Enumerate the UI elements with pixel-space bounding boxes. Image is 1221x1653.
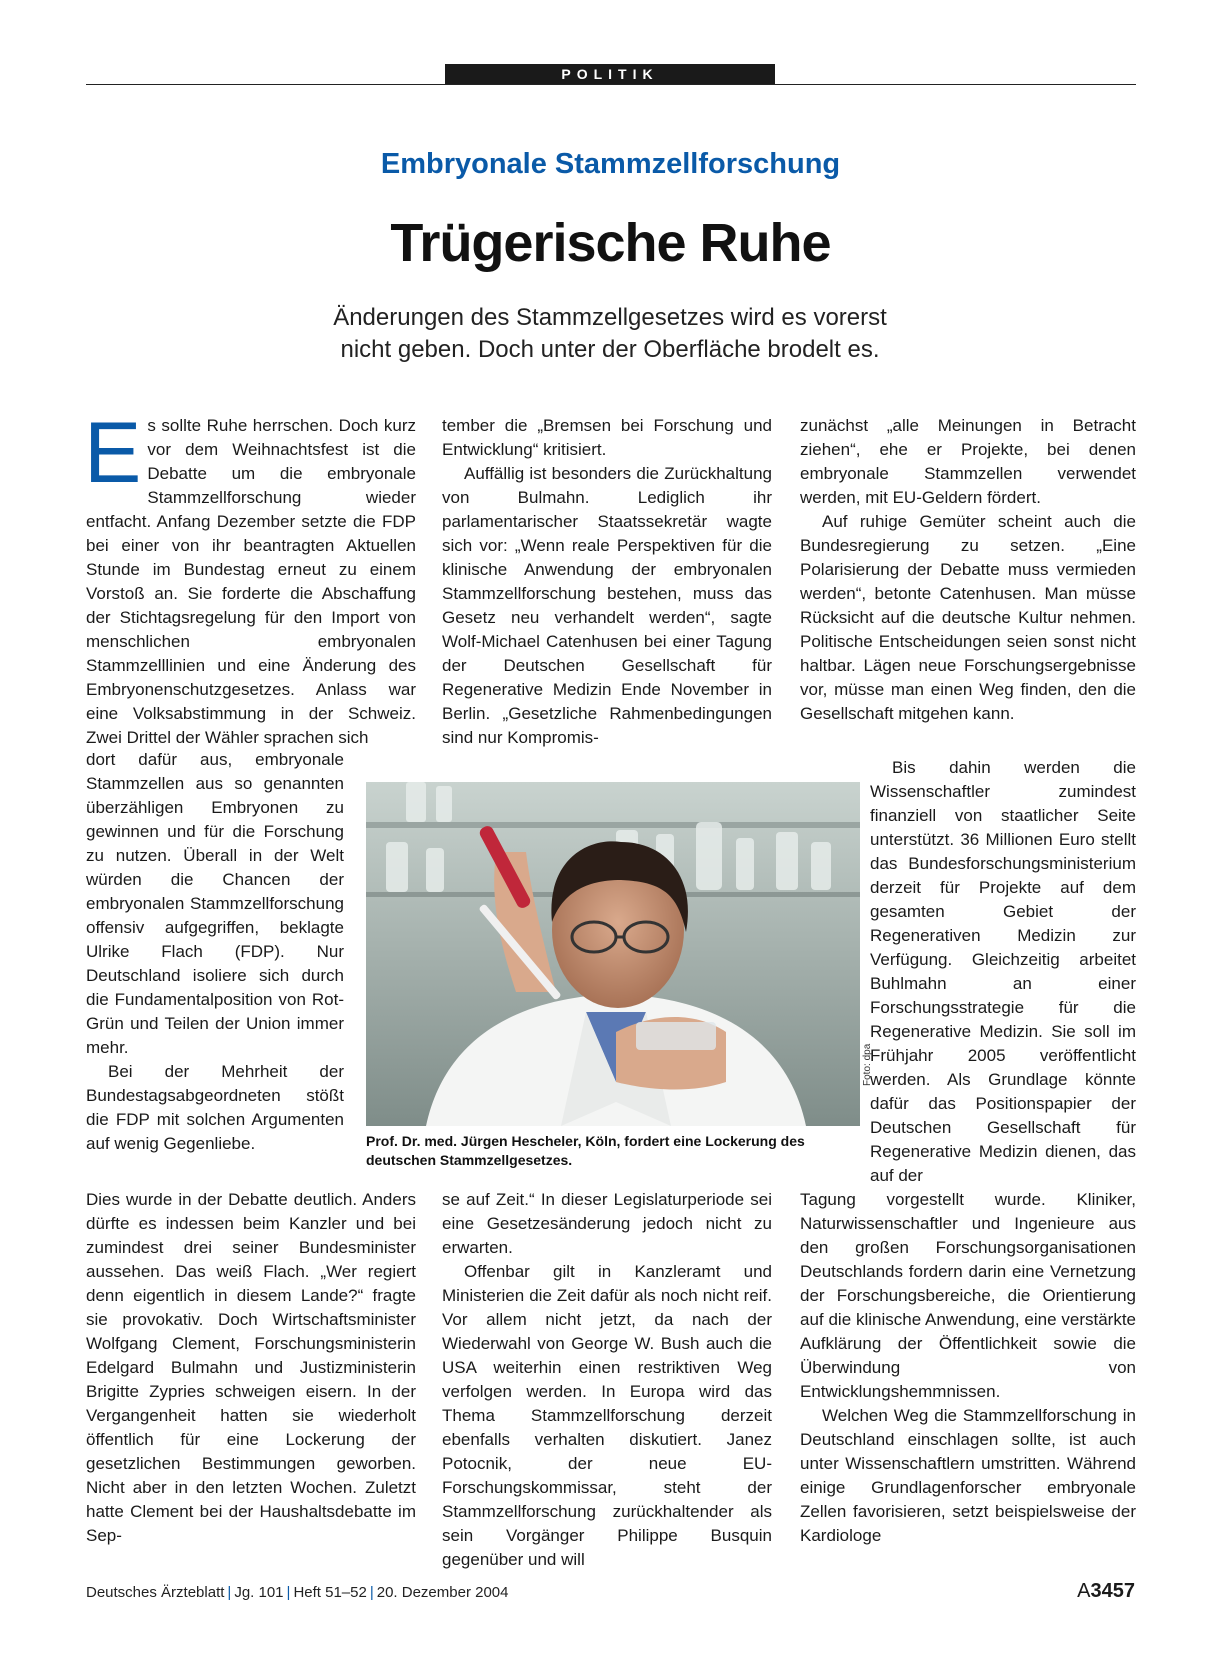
paragraph: Bis dahin werden die Wissenschaftler zumindest finanziell von staatlicher Seite unterstützt. 36 Millionen Euro stellt das Bundesforschungsministerium derzeit für Projekte auf dem gesamten Gebiet der Regenerativen Medizin zur Verfügung. Gleichzeitig arbeitet Buhlmahn an einer Forschungsstrategie für die Regenerative Medizin. Sie soll im Frühjahr 2005 veröffentlicht werden. Als Grundlage könnte dafür das Positionspapier der Deutschen Gesellschaft für Regenerative Medizin dienen, das auf der [870, 758, 1136, 1185]
column-3-top [800, 414, 1136, 726]
paragraph: tember die „Bremsen bei Forschung und Entwicklung“ kritisiert. [442, 416, 772, 459]
article-kicker: Embryonale Stammzellforschung [380, 148, 841, 180]
column-1-mid [86, 748, 344, 1156]
top-rule [86, 84, 1136, 85]
journal-volume: Jg. 101 [234, 1584, 284, 1601]
paragraph: zunächst „alle Meinungen in Betracht ziehen“, ehe er Projekte, bei denen embryonale Stammzellen verwendet werden, mit EU-Geldern fördert. [800, 416, 1136, 507]
column-1-top [84, 405, 416, 750]
article-standfirst [310, 302, 910, 366]
footer-separator: | [369, 1584, 374, 1601]
page-footer [86, 1584, 1136, 1601]
journal-issue: Heft 51–52 [293, 1584, 367, 1601]
photo-credit: Foto: dpa [862, 1043, 873, 1086]
paragraph: Tagung vorgestellt wurde. Kliniker, Naturwissenschaftler und Ingenieure aus den großen Forschungsorganisationen Deutschlands fordern darin eine Vernetzung der Forschungsbereiche, die Orientierung auf die klinische Anwendung, eine verstärkte Aufklärung der Öffentlichkeit sowie die Überwindung von Entwicklungshemmnissen. [800, 1190, 1136, 1401]
article-photo [366, 782, 860, 1126]
standfirst-line: Änderungen des Stammzellgesetzes wird es vorerst [333, 304, 887, 331]
column-3-bottom [800, 1188, 1136, 1548]
journal-name: Deutsches Ärzteblatt [86, 1584, 225, 1601]
paragraph: Auf ruhige Gemüter scheint auch die Bundesregierung zu setzen. „Eine Polarisierung der Debatte muss vermieden werden“, betonte Catenhusen. Man müsse Rücksicht auf die deutsche Kultur nehmen. Politische Entscheidungen seien sonst nicht haltbar. Lägen neue Forschungsergebnisse vor, müsse man einen Weg finden, den die Gesellschaft mitgehen kann. [800, 512, 1136, 723]
standfirst-line: nicht geben. Doch unter der Oberfläche brodelt es. [340, 336, 880, 363]
page-prefix: A [1077, 1580, 1091, 1602]
article-headline: Trügerische Ruhe [390, 213, 831, 273]
photo-caption: Prof. Dr. med. Jürgen Hescheler, Köln, fordert eine Lockerung des deutschen Stammzellgesetzes. [366, 1133, 805, 1168]
column-3-mid [870, 756, 1136, 1188]
footer-separator: | [227, 1584, 232, 1601]
column-2-top [442, 414, 772, 750]
paragraph: dort dafür aus, embryonale Stammzellen aus so genannten überzähligen Embryonen zu gewinnen und für die Forschung zu nutzen. Überall in der Welt würden die Chancen der embryonalen Stammzellforschung offensiv aufgegriffen, beklagte Ulrike Flach (FDP). Nur Deutschland isoliere sich durch die Fundamentalposition von Rot-Grün und Teilen der Union immer mehr. [86, 750, 344, 1057]
page-number [1077, 1580, 1135, 1603]
column-2-bottom [442, 1188, 772, 1572]
paragraph: Bei der Mehrheit der Bundestagsabgeordneten stößt die FDP mit solchen Argumenten auf wenig Gegenliebe. [86, 1062, 344, 1153]
page-number-value: 3457 [1090, 1580, 1135, 1602]
paragraph: Welchen Weg die Stammzellforschung in Deutschland einschlagen sollte, ist auch unter Wissenschaftlern umstritten. Während einige Grundlagenforscher embryonale Zellen favorisieren, setzt beispielsweise der Kardiologe [800, 1406, 1136, 1545]
paragraph: se auf Zeit.“ In dieser Legislaturperiode sei eine Gesetzesänderung jedoch nicht zu erwarten. [442, 1190, 772, 1257]
section-tag: POLITIK [445, 64, 775, 84]
drop-cap: E [84, 405, 142, 501]
paragraph: Auffällig ist besonders die Zurückhaltung von Bulmahn. Lediglich ihr parlamentarischer Staatssekretär wagte sich vor: „Wenn reale Perspektiven für die klinische Anwendung der embryonalen Stammzellforschung bestehen, muss das Gesetz neu verhandelt werden“, sagte Wolf-Michael Catenhusen bei einer Tagung der Deutschen Gesellschaft für Regenerative Medizin Ende November in Berlin. „Gesetzliche Rahmenbedingungen sind nur Kompromis- [442, 464, 772, 747]
paragraph-text: s sollte Ruhe herrschen. Doch kurz vor dem Weihnachtsfest ist die Debatte um die embryonale Stammzellforschung wieder entfacht. Anfang Dezember setzte die FDP bei einer von ihr beantragten Aktuellen Stunde im Bundestag erneut zu einem Vorstoß an. Sie forderte die Abschaffung der Stichtagsregelung für den Import von menschlichen embryonalen Stammzelllinien und eine Änderung des Embryonenschutzgesetzes. Anlass war eine Volksabstimmung in der Schweiz. Zwei Drittel der Wähler sprachen sich [86, 416, 416, 747]
footer-separator: | [286, 1584, 291, 1601]
column-1-bottom [86, 1188, 416, 1548]
paragraph: Dies wurde in der Debatte deutlich. Anders dürfte es indessen beim Kanzler und bei zumindest drei seiner Bundesminister aussehen. Das weiß Flach. „Wer regiert denn eigentlich in diesem Lande?“ fragte sie provokativ. Doch Wirtschaftsminister Wolfgang Clement, Forschungsministerin Edelgard Bulmahn und Justizministerin Brigitte Zypries schweigen eisern. In der Vergangenheit hatten sie wiederholt öffentlich für eine Lockerung der gesetzlichen Bestimmungen geworben. Nicht aber in den letzten Wochen. Zuletzt hatte Clement bei der Haushaltsdebatte im Sep- [86, 1190, 416, 1545]
paragraph [84, 405, 416, 750]
lab-scientist-photo [366, 782, 860, 1126]
journal-date: 20. Dezember 2004 [376, 1584, 509, 1601]
paragraph: Offenbar gilt in Kanzleramt und Ministerien die Zeit dafür als noch nicht reif. Vor allem nicht jetzt, da nach der Wiederwahl von George W. Bush auch die USA weiterhin einen restriktiven Weg verfolgen werden. In Europa wird das Thema Stammzellforschung derzeit ebenfalls verhalten diskutiert. Janez Potocnik, der neue EU-Forschungskommissar, steht der Stammzellforschung zurückhaltender als sein Vorgänger Philippe Busquin gegenüber und will [442, 1262, 772, 1569]
